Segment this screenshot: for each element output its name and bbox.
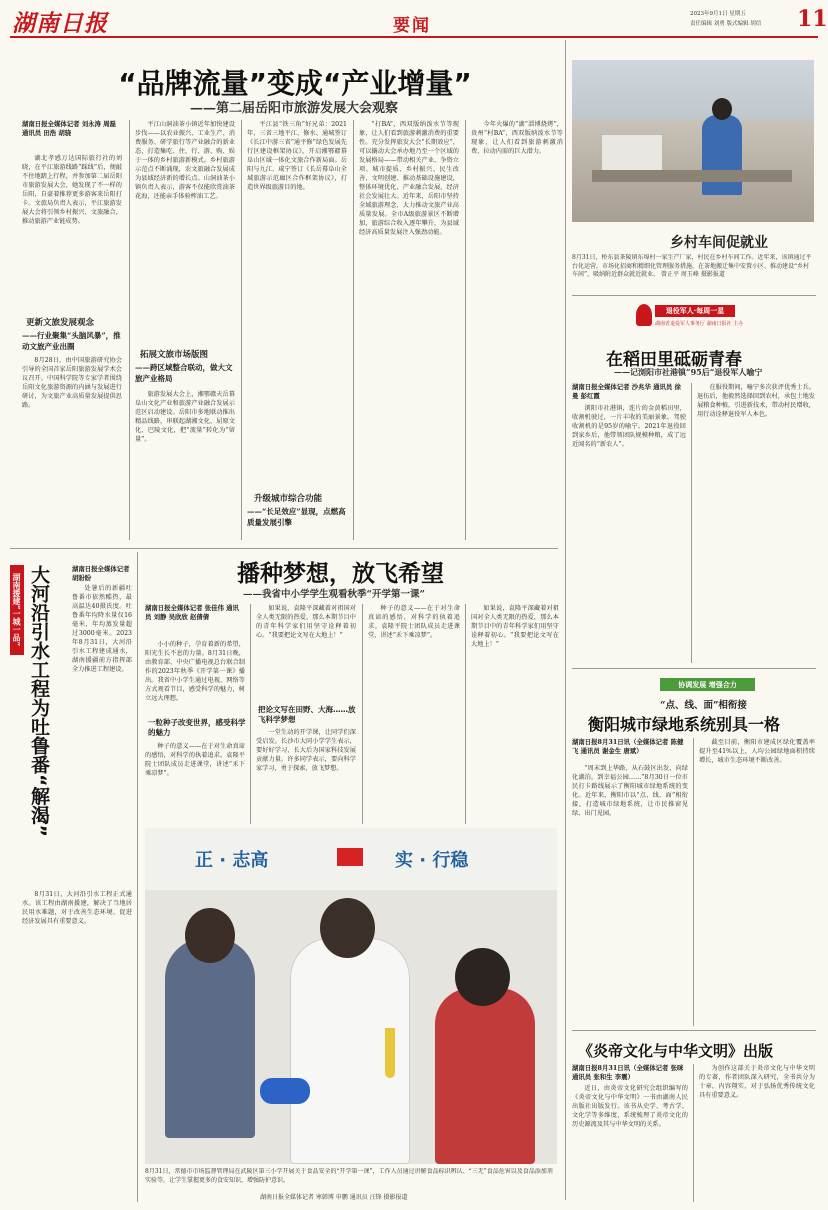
lead-headline: “品牌流量”变成“产业增量” [118,67,472,100]
student-right [435,988,535,1164]
masthead-red-line [10,36,818,38]
lead-story [22,120,567,540]
photo-top-caption: 8月31日，桥东县茶陵镇东埠村一家生产厂家，村民在乡村车间工作。近年来，该镇通过平台化运营，市场化招商和精细化管理服务措施，在茶地搬迁集中安置小区、推动建设“乡村车间”，吸纳附近群众就近就业。 曾正平 周玉峰 摄影报道 [572,254,812,278]
dream-col-b2: 一堂生动的开学课，让同学们深受启发。长沙市大同小学学生表示，要好好学习，长大后为国家科技发展贡献力量。许多同学表示，要向科学家学习，勇于探索，放飞梦想。 [256,729,356,772]
lead-col-3: 平江县“铁三角”好兄弟：2021年，三省三地平江、修水、通城签订《长江中游三省“通平修”绿色发展先行区建设框架协议》，开启湘鄂赣幕阜山区域一体化文旅合作新局面。岳阳与九江、咸宁签订《长岳幕阜山全域旅游示范廊区合作框架协议》，打造世界级旅游目的地。 [247,121,347,191]
side-story-body-1: 处暑后的新疆吐鲁番市依然酷热，最高温达40摄氏度。吐鲁番年均降水量仅16毫米，年均蒸发量超过3000毫米。2023年8月31日，大河沿引水工程建成通水，湖南援疆前方指挥部全力推进工程建设。 [72,585,132,673]
factory-photo [572,60,814,222]
lead-col-5: 今年火爆的“湖“淄博烧烤”，贵州“村BA”，西双版纳泼水节等现象，让人们看到旅游刺激消费、拉动内需的巨大潜力。 [471,121,563,155]
green-city-headline-small: “点、线、面”相衔接 [660,700,747,711]
dream-headline: 播种梦想，放飞希望 [237,561,444,587]
veteran-body-1: 浏阳市社港镇，连片的金黄稻田里，收割机驶过，一片丰收的美丽景象。驾驶收割机的是95岁的喻宁。2021年退役回到家乡后，他带领团队规模种粮，成了远近闻名的“新农人”。 [572,405,686,448]
lead-col-4: “打BA”，西双版纳泼水节等现象，让人们看到旅游刺激消费的重要性。充分发挥旅发大会“长期效应”，可以撬动大会承办地乃至一个区域的发展格局——带动相关产业、争资立项、城市提质、乡村振兴、民生改善、文明创建、推动基础设施建设，整体环境优化、产业融合发展、经济社会发展壮大。近年来，岳阳市坚持全域旅游理念，大力推动文旅产业高质量发展。全市A级旅游景区不断增加，旅游综合收入逐年攀升，为县域经济高质量发展注入强劲动能。 [359,121,459,236]
classroom-photo [145,828,557,1164]
veteran-subheadline: ——记浏阳市社港镇“95后”退役军人喻宁 [614,367,763,377]
dream-body-1: 小小的种子，孕育着新的希望，阳光生长不息的力量。8月31日晚，由教育部、中央广播电视总台联合制作的2023年秋季《开学第一课》播出。我省中小学生通过电视、网络等方式观看节目，感受科学的魅力，树立远大理想。 [145,641,245,702]
student-left-head [185,908,235,963]
masthead [0,0,828,38]
dream-col-d: 如果说，袁隆平深藏着对祖国对全人类无限的热爱，那么本期节目中的青年科学家们用坚守诠释着初心。“我要把论文写在大地上！” [471,605,559,648]
side-story-byline: 湖南日报全媒体记者 胡盼盼 [72,565,130,582]
dream-byline: 湖南日报全媒体记者 张佳伟 通讯员 刘静 吴欣欣 赵倩倩 [145,604,239,621]
veteran-body-2: 在服役期间，喻宁多次获评优秀士兵。退伍后，他毅然选择回到农村，承包土地发展粮食种植，引进新技术，带动村民增收，用行动诠释退役军人本色。 [697,384,815,418]
instructor-head [320,898,375,958]
green-city-byline: 湖南日报8月31日讯（全媒体记者 陈健飞 通讯员 谢金生 唐斌） [572,738,684,755]
side-story-body-2: 8月31日，大河沿引水工程正式通水。该工程由湖南援建，解决了当地居民用水难题，对于改善生态环境、促进经济发展具有重要意义。 [22,891,132,925]
side-story-headline: 大河沿引水工程为吐鲁番“解渴” [28,565,50,837]
lead-subhead-3b: ——“长足效应”显现，点燃高质量发展引擎 [247,507,346,527]
veteran-emblem [636,304,652,326]
dream-subhead-2: 把论文写在田野、大海……放飞科学梦想 [258,705,356,724]
lead-subhead-3: 升级城市综合功能 [254,494,323,504]
green-city-headline: 衡阳城市绿地系统别具一格 [588,715,781,734]
lead-subhead-1: 更新文旅发展观念 [26,318,95,328]
lead-subhead-1b: ——行业聚集“头脑风暴”，推动文旅产业出圈 [22,331,121,351]
student-left [165,938,255,1138]
banner-text-1: 正 · 志高 [195,850,269,871]
veteran-tag: 退役军人·每周一星 [655,305,735,317]
yanhuang-headline: 《炎帝文化与中华文明》出版 [578,1042,774,1060]
lead-subhead-2: 拓展文旅市场版图 [140,350,209,360]
yanhuang-byline: 湖南日报8月31日讯（全媒体记者 张咪 通讯员 张和生 李震） [572,1064,684,1081]
test-tube [385,1028,395,1078]
veteran-tag-2: 湖南省退役军人事务厅 湖南日报社 主办 [655,321,744,327]
photo-bottom-caption: 8月31日，常德市市场监督管理局在武陵区第三小学开展关于食品安全的“开学第一课”，工作人员通过讲解食品标识辨认、“三无”食品危害以及食品添加剂实验等，让学生掌握更多的食安知识，增强防护意识。 [145,1168,553,1184]
worker-head [712,98,732,120]
lead-byline: 湖南日报全媒体记者 刘永涛 周磊 通讯员 田浩 胡骁 [22,120,116,137]
lead-subhead-2b: ——跨区域整合联动，做大文旅产业格局 [135,363,233,383]
section-title: 要闻 [393,16,431,36]
dream-body-2: 种子的意义——在于对生命真谛的感悟，对科学的执着追求。袁隆平院士团队成员走进课堂，讲述“禾下乘凉梦”。 [145,743,245,777]
dream-subheadline: ——我省中小学学生观看秋季“开学第一课” [243,589,425,600]
banner-text-2: 实 · 行稳 [395,850,469,871]
lead-body-2: 8月28日，由中国旅游研究协会引导的全国首家岳阳旅游发展学术会议召开。中国科学院等专家学者围绕岳阳文化旅游资源的内涵与发展进行研讨，为文旅产业高质量发展提供思路。 [22,357,122,409]
photo-bottom-credit: 湖南日报全媒体记者 寒韩博 申鹏 通讯员 汪锋 摄影报道 [260,1194,408,1201]
dream-col-c: 种子的意义——在于对生命真谛的感悟，对科学的执着追求。袁隆平院士团队成员走进课堂，讲述“禾下乘凉梦”。 [368,605,460,639]
lead-subheadline: ——第二届岳阳市旅游发展大会观察 [190,101,399,116]
page-number: 11 [797,6,828,32]
lead-col-2: 平江山洞油茶小镇近年加快建设步伐——以农业振兴、工业生产、消费服务、研学旅行等产业融合的新业态，打造集吃、住、行、游、购、娱于一体的乡村旅游新模式。乡村旅游示范点不断涌现，农文旅融合发展成为县域经济新的增长点。山洞油茶小镇负责人表示，游客不仅能欣赏油茶花海，还能亲手体验榨油工艺。 [135,121,235,200]
yanhuang-body-2: 为创作这部关于炎帝文化与中华文明的专著，作者团队深入研究，全书共分为十章，内容翔实，对于弘扬优秀传统文化具有重要意义。 [699,1065,815,1099]
lead-col-2b: 旅游发展大会上，湘鄂赣天岳幕阜山文化产业和旅游产业融合发展示范区启动建设。岳阳市多地联动推出精品线路，串联起湖湘文化、屈原文化、巴陵文化，把“流量”转化为“留量”。 [135,391,235,443]
dream-subhead-1: 一粒种子改变世界，感受科学的魅力 [148,718,246,737]
sewing-table [592,170,792,182]
green-city-body-1: “周末到上华路、从石鼓区出发，向绿化湖泊，到幸福公园……”8月30日一位市民打卡路线展示了衡阳城市绿地系统的变化。近年来，衡阳市以“点、线、面”相衔接，打造城市绿地系统，让市民推窗见绿、出门见园。 [572,765,688,817]
editors: 责任编辑 刘勇 版式编辑 胡信 [690,21,762,27]
green-city-tag: 协调发展 增强合力 [660,678,755,691]
yanhuang-body-1: 近日，由炎帝文化研究会组织编写的《炎帝文化与中华文明》一书由湖南人民出版社出版发行。该书从史学、考古学、文化学等多维度，系统梳理了炎帝文化的历史源流及其与中华文明的关系。 [572,1085,688,1128]
paper-name: 湖南日报 [12,10,108,37]
side-story-tag: 湖南援建“一城一品” [10,565,24,655]
veteran-headline: 在稻田里砥砺青春 [606,350,742,370]
issue-date: 2023年9月1日 星期五 [690,11,746,17]
dream-col-b: 如果说，袁隆平深藏着对祖国对全人类无限的热爱，那么本期节目中的青年科学家们用坚守诠释着初心。“我要把论文写在大地上！” [256,605,356,639]
green-city-body-2: 截至目前，衡阳市建成区绿化覆盖率提升至41%以上，人均公园绿地面积持续增长，城市生态环境不断改善。 [699,739,815,764]
photo-top-title: 乡村车间促就业 [670,235,768,251]
student-right-head [455,948,510,1006]
blue-glove [260,1078,310,1104]
veteran-byline: 湖南日报全媒体记者 沙兆华 通讯员 徐曼 彭红霞 [572,383,681,400]
flag-icon [337,848,363,866]
worker-figure [702,115,742,195]
lead-body-1: 湖北孝感万达国际旅行社的刘晓，在平江旅游线路“踩线”后，便敲不住地踏上行程，并参加第二届岳阳市旅游发展大会，她发现了不一样的岳阳，自豪着推荐更多游客来岳阳打卡。文旅局负责人表示，平江旅游发展大会将引领乡村振兴、文旅融合，推动旅游产业链成势。 [22,155,122,225]
